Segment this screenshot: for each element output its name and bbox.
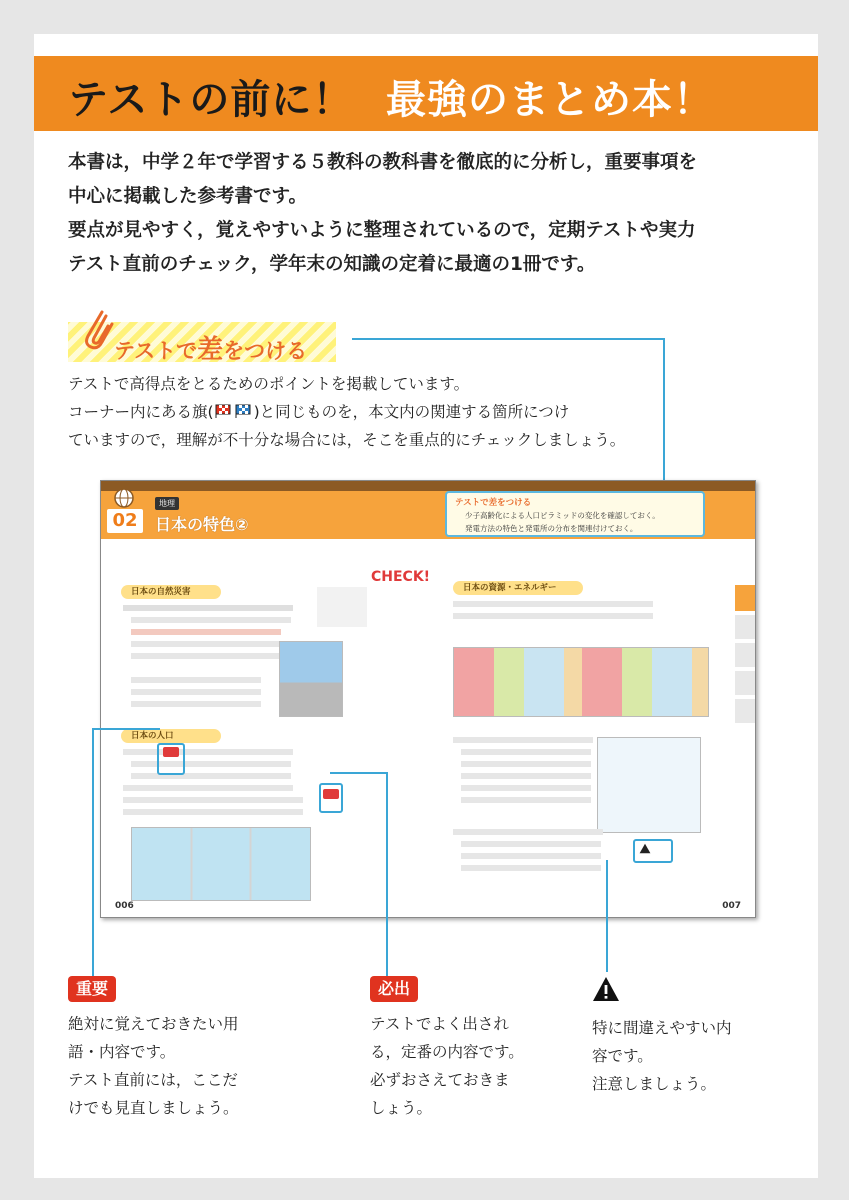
check-label: CHECK! <box>371 569 431 585</box>
body-text-line <box>453 601 653 607</box>
header-strip <box>101 481 756 491</box>
callout-line: テストでよく出され <box>370 1015 509 1033</box>
warning-icon <box>639 843 651 854</box>
important-badge: 重要 <box>68 976 116 1002</box>
connector-line <box>92 728 94 978</box>
intro-text <box>68 146 788 282</box>
population-pyramids <box>131 827 311 901</box>
body-text-line <box>131 629 281 635</box>
side-tab <box>735 671 755 695</box>
body-text-line <box>461 797 591 803</box>
globe-icon <box>109 487 139 509</box>
callout-line: しょう。 <box>370 1099 433 1117</box>
resource-import-chart <box>453 647 709 717</box>
callout-line: 必ずおさえておきま <box>370 1071 510 1089</box>
frequent-highlight <box>319 783 343 813</box>
body-text-line <box>131 617 291 623</box>
feature-label-post: をつける <box>223 339 308 363</box>
building-photo <box>279 641 343 717</box>
body-text-line <box>131 761 291 767</box>
callout-line: 語・内容です。 <box>68 1043 176 1061</box>
body-text-line <box>131 653 281 659</box>
callout-line: けでも見直しましょう。 <box>68 1099 239 1117</box>
intro-line: 中心に掲載した参考書です。 <box>68 186 308 207</box>
point-item: 少子高齢化による人口ピラミッドの変化を確認しておく。 <box>465 511 660 520</box>
body-text-line <box>461 761 591 767</box>
title-banner <box>34 56 818 131</box>
banner-title-part1: テストの前に！ <box>68 77 354 123</box>
intro-line: テスト直前のチェック，学年末の知識の定着に最適の1冊です。 <box>68 254 596 275</box>
callout-line: 絶対に覚えておきたい用 <box>68 1015 239 1033</box>
point-box <box>445 491 705 537</box>
connector-line <box>663 338 665 492</box>
page <box>34 34 818 1178</box>
red-checkered-flag-icon <box>214 403 234 419</box>
side-tab <box>735 699 755 723</box>
unit-title: 日本の特色② <box>155 515 249 534</box>
body-text-line <box>461 785 591 791</box>
feature-tag-label <box>114 329 307 366</box>
important-highlight <box>157 743 185 775</box>
connector-line <box>92 728 160 730</box>
warning-icon <box>592 976 620 1002</box>
point-box-title: テストで差をつける <box>455 498 532 508</box>
blue-checkered-flag-icon <box>234 403 254 419</box>
body-text-line <box>453 829 603 835</box>
caution-callout <box>592 976 732 1098</box>
body-text-line <box>131 689 261 695</box>
body-text-line <box>453 613 653 619</box>
sidebar-note <box>317 587 367 627</box>
page-number-right: 007 <box>722 901 741 911</box>
banner-title-part2: 最強のまとめ本！ <box>386 77 714 123</box>
feature-description <box>68 370 625 454</box>
callout-line: 容です。 <box>592 1047 653 1065</box>
body-text-line <box>461 749 591 755</box>
feature-label-pre: テストで <box>114 339 198 363</box>
intro-line: 要点が見やすく，覚えやすいように整理されているので，定期テストや実力 <box>68 220 696 241</box>
body-text-line <box>131 773 291 779</box>
section-heading: 日本の自然災害 <box>121 585 221 599</box>
body-text-line <box>453 737 593 743</box>
callout-line: 注意しましょう。 <box>592 1075 717 1093</box>
callout-line: テスト直前には，ここだ <box>68 1071 238 1089</box>
frequent-badge: 必出 <box>370 976 418 1002</box>
feature-desc-line: テストで高得点をとるためのポイントを掲載しています。 <box>68 375 470 393</box>
connector-line <box>352 338 664 340</box>
feature-desc-line <box>68 398 625 426</box>
point-item: 発電方法の特色と発電所の分布を関連付けておく。 <box>465 524 638 533</box>
important-callout <box>68 976 239 1122</box>
side-tab <box>735 643 755 667</box>
subject-tag: 地理 <box>155 497 179 510</box>
body-text-line <box>131 701 261 707</box>
section-heading: 日本の人口 <box>121 729 221 743</box>
frequent-callout <box>370 976 524 1122</box>
feature-desc-text: コーナー内にある旗( <box>68 403 214 421</box>
intro-line: 本書は，中学２年で学習する５教科の教科書を徹底的に分析し，重要事項を <box>68 152 698 173</box>
feature-label-big: 差 <box>197 335 224 365</box>
side-tab <box>735 585 755 611</box>
connector-line <box>606 860 608 972</box>
body-text-line <box>123 785 293 791</box>
body-text-line <box>123 749 293 755</box>
body-text-line <box>461 773 591 779</box>
body-text-line <box>123 797 303 803</box>
body-text-line <box>123 605 293 611</box>
connector-line <box>330 772 386 774</box>
section-heading: 日本の資源・エネルギー <box>453 581 583 595</box>
connector-line <box>386 772 388 976</box>
body-text-line <box>461 841 601 847</box>
feature-desc-line: ていますので，理解が不十分な場合には，そこを重点的にチェックしましょう。 <box>68 431 626 449</box>
unit-number: 02 <box>107 509 143 533</box>
side-tab <box>735 615 755 639</box>
feature-desc-text: )と同じものを，本文内の関連する箇所につけ <box>253 403 570 421</box>
body-text-line <box>123 809 303 815</box>
page-number-left: 006 <box>115 901 134 911</box>
body-text-line <box>131 677 261 683</box>
power-plant-map <box>597 737 701 833</box>
sample-page-spread <box>100 480 756 918</box>
body-text-line <box>461 853 601 859</box>
paperclip-icon <box>78 306 114 356</box>
callout-line: 特に間違えやすい内 <box>592 1019 732 1037</box>
feature-tag <box>64 302 344 364</box>
body-text-line <box>461 865 601 871</box>
body-text-line <box>131 641 291 647</box>
callout-line: る，定番の内容です。 <box>370 1043 524 1061</box>
